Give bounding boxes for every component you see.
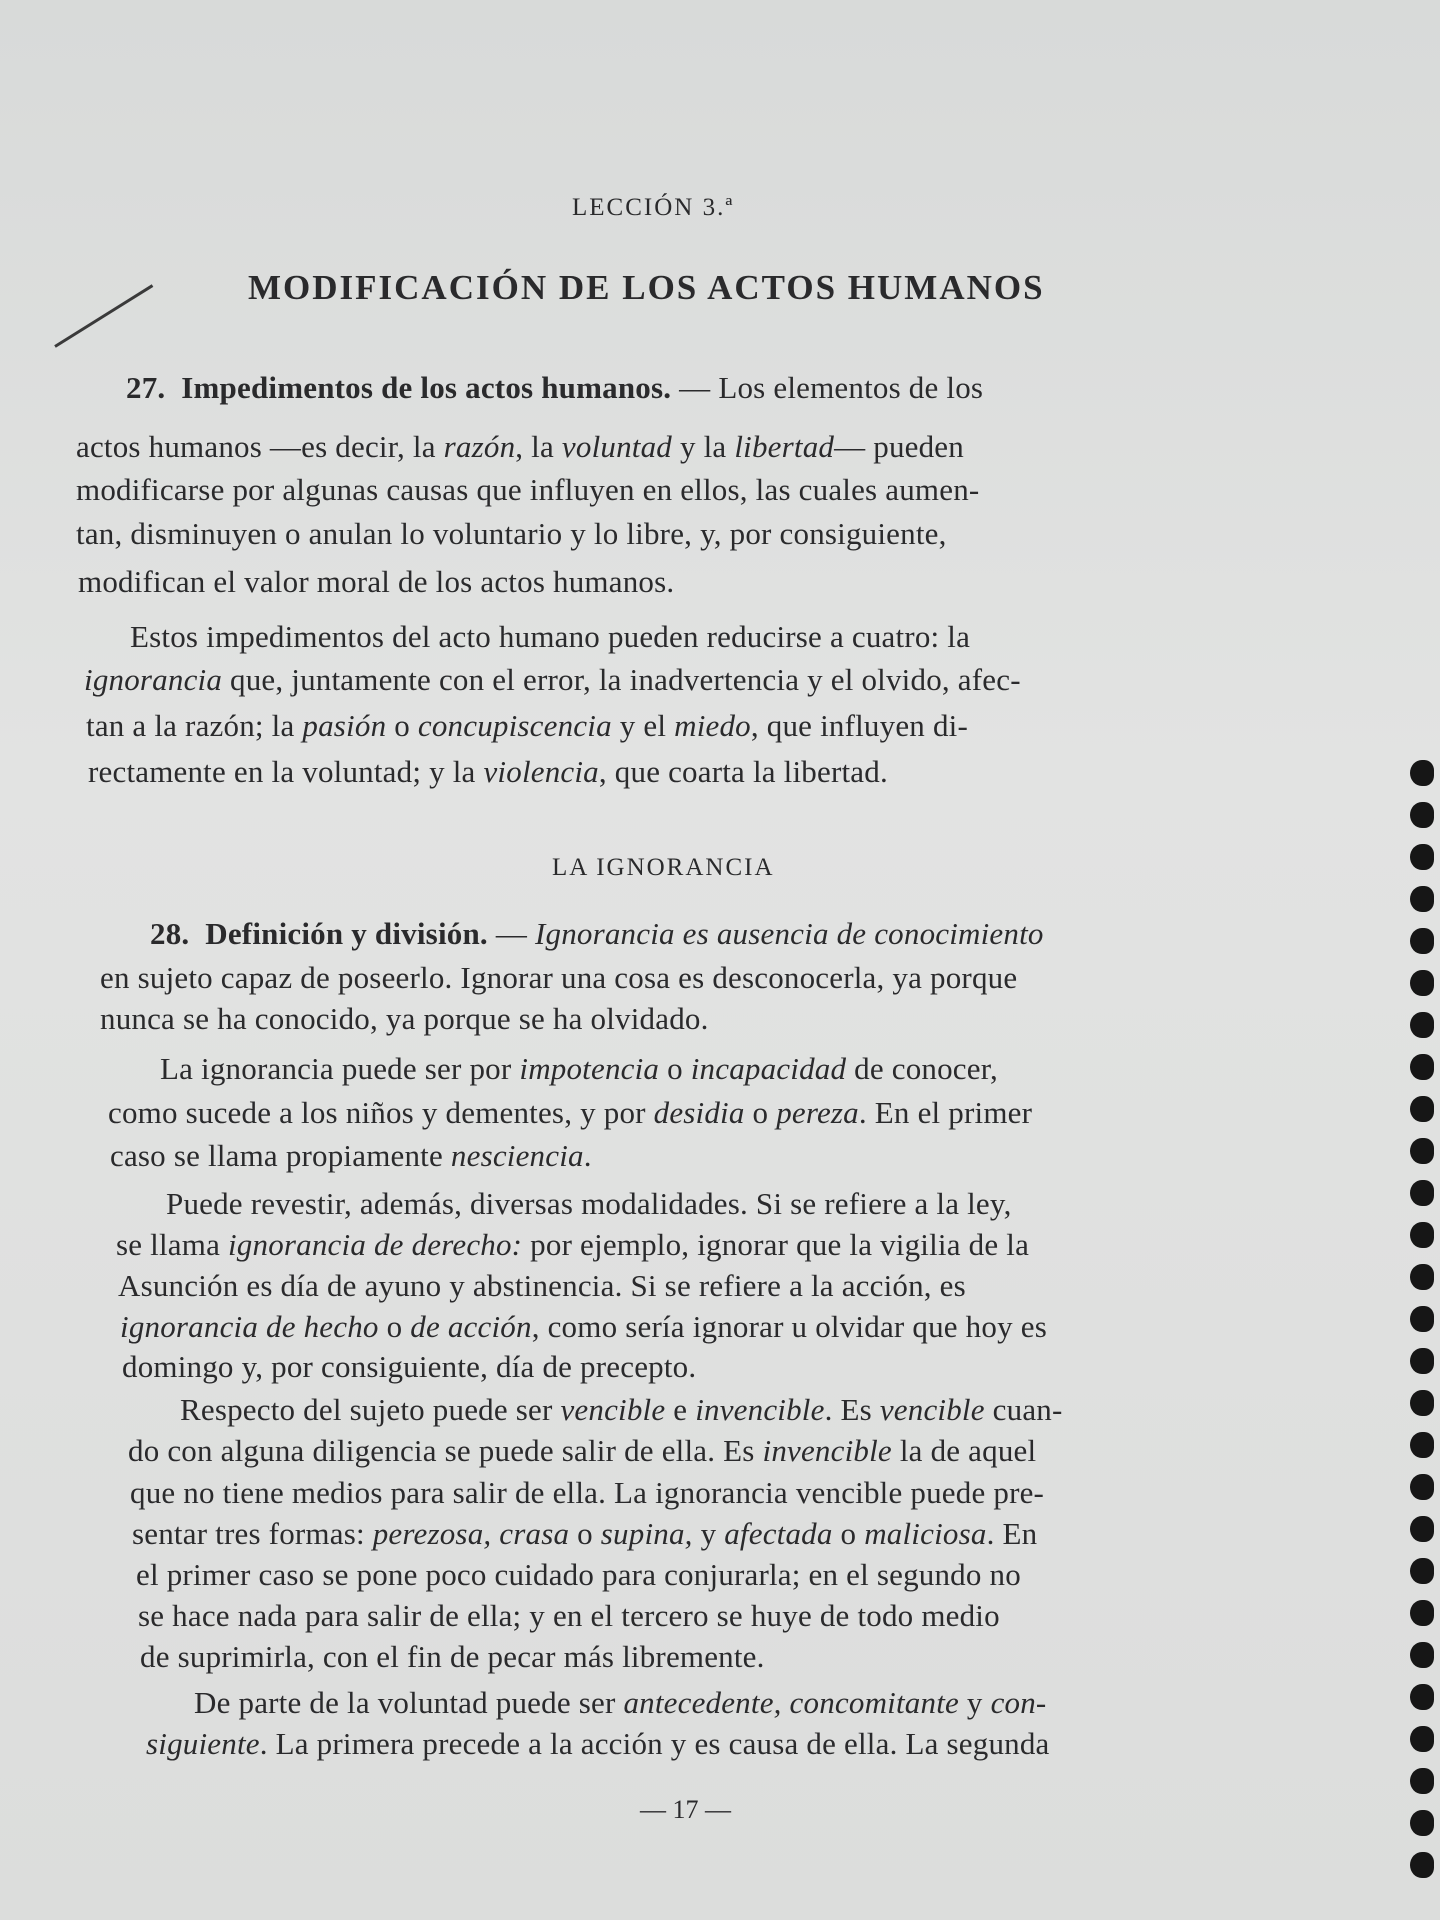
spiral-binding	[1402, 760, 1440, 1920]
binding-ring	[1410, 1012, 1434, 1038]
binding-ring	[1410, 1600, 1434, 1626]
binding-ring	[1410, 760, 1434, 786]
section-27-line-5: modifican el valor moral de los actos humanos.	[78, 564, 675, 599]
page-title: MODIFICACIÓN DE LOS ACTOS HUMANOS	[248, 268, 1045, 307]
page-number: — 17 —	[640, 1795, 731, 1824]
section-27-para-2-line-2: ignorancia que, juntamente con el error, la inadvertencia y el olvido, afec-	[84, 662, 1021, 697]
binding-ring	[1410, 886, 1434, 912]
section-27-line-4: tan, disminuyen o anulan lo voluntario y lo libre, y, por consiguiente,	[76, 516, 947, 551]
section-28-para-4-line-6: se hace nada para salir de ella; y en el tercero se huye de todo medio	[138, 1598, 1000, 1633]
binding-ring	[1410, 970, 1434, 996]
binding-ring	[1410, 1642, 1434, 1668]
binding-ring	[1410, 1432, 1434, 1458]
section-number: 27.	[126, 370, 166, 405]
section-28-line-2: en sujeto capaz de poseerlo. Ignorar una cosa es desconocerla, ya porque	[100, 960, 1018, 995]
binding-ring	[1410, 1558, 1434, 1584]
binding-ring	[1410, 1390, 1434, 1416]
section-28-para-2-line-2: como sucede a los niños y dementes, y por desidia o pereza. En el primer	[108, 1095, 1033, 1130]
pen-mark	[54, 284, 153, 347]
binding-ring	[1410, 1852, 1434, 1878]
section-28-para-2-line-3: caso se llama propiamente nesciencia.	[110, 1138, 592, 1173]
section-27-para-2-line-1: Estos impedimentos del acto humano pueden reducirse a cuatro: la	[130, 619, 971, 654]
binding-ring	[1410, 1348, 1434, 1374]
binding-ring	[1410, 1264, 1434, 1290]
binding-ring	[1410, 1054, 1434, 1080]
section-28-para-3-line-4: ignorancia de hecho o de acción, como sería ignorar u olvidar que hoy es	[120, 1309, 1047, 1344]
section-28-para-4-line-4: sentar tres formas: perezosa, crasa o supina, y afectada o maliciosa. En	[132, 1516, 1038, 1551]
binding-ring	[1410, 1516, 1434, 1542]
section-28-para-4-line-3: que no tiene medios para salir de ella. La ignorancia vencible puede pre-	[130, 1475, 1045, 1510]
section-27-para-2-line-3: tan a la razón; la pasión o concupiscencia y el miedo, que influyen di-	[86, 708, 968, 743]
section-number: 28.	[150, 916, 190, 951]
binding-ring	[1410, 1180, 1434, 1206]
binding-ring	[1410, 1684, 1434, 1710]
section-28-para-4-line-1: Respecto del sujeto puede ser vencible e invencible. Es vencible cuan-	[180, 1392, 1063, 1427]
binding-ring	[1410, 1768, 1434, 1794]
section-28-para-3-line-2: se llama ignorancia de derecho: por ejemplo, ignorar que la vigilia de la	[116, 1227, 1030, 1262]
section-heading: Definición y división.	[205, 916, 488, 951]
section-27-line-2: actos humanos —es decir, la razón, la voluntad y la libertad— pueden	[76, 429, 964, 464]
section-28-para-5-line-2: siguiente. La primera precede a la acción y es causa de ella. La segunda	[146, 1726, 1050, 1761]
binding-ring	[1410, 1474, 1434, 1500]
binding-ring	[1410, 844, 1434, 870]
section-27-line-1: 27. Impedimentos de los actos humanos. — Los elementos de los	[126, 370, 984, 405]
section-27-line-3: modificarse por algunas causas que influyen en ellos, las cuales aumen-	[76, 472, 980, 507]
section-28-para-4-line-2: do con alguna diligencia se puede salir de ella. Es invencible la de aquel	[128, 1433, 1037, 1468]
section-28-para-2-line-1: La ignorancia puede ser por impotencia o incapacidad de conocer,	[160, 1051, 998, 1086]
binding-ring	[1410, 1306, 1434, 1332]
section-28-para-4-line-7: de suprimirla, con el fin de pecar más libremente.	[140, 1639, 765, 1674]
section-28-line-3: nunca se ha conocido, ya porque se ha olvidado.	[100, 1001, 709, 1036]
section-28-line-1: 28. Definición y división. — Ignorancia es ausencia de conocimiento	[150, 916, 1044, 951]
binding-ring	[1410, 1222, 1434, 1248]
binding-ring	[1410, 928, 1434, 954]
binding-ring	[1410, 802, 1434, 828]
binding-ring	[1410, 1096, 1434, 1122]
section-28-para-3-line-1: Puede revestir, además, diversas modalidades. Si se refiere a la ley,	[166, 1186, 1012, 1221]
section-28-para-3-line-3: Asunción es día de ayuno y abstinencia. Si se refiere a la acción, es	[118, 1268, 966, 1303]
binding-ring	[1410, 1138, 1434, 1164]
section-heading: Impedimentos de los actos humanos.	[181, 370, 672, 405]
subheading: LA IGNORANCIA	[552, 854, 775, 881]
binding-ring	[1410, 1726, 1434, 1752]
binding-ring	[1410, 1810, 1434, 1836]
section-28-para-4-line-5: el primer caso se pone poco cuidado para conjurarla; en el segundo no	[136, 1557, 1021, 1592]
section-27-para-2-line-4: rectamente en la voluntad; y la violencia, que coarta la libertad.	[88, 754, 888, 789]
section-28-para-3-line-5: domingo y, por consiguiente, día de precepto.	[122, 1349, 697, 1384]
section-28-para-5-line-1: De parte de la voluntad puede ser antecedente, concomitante y con-	[194, 1685, 1047, 1720]
lesson-heading: LECCIÓN 3.ª	[572, 194, 735, 221]
